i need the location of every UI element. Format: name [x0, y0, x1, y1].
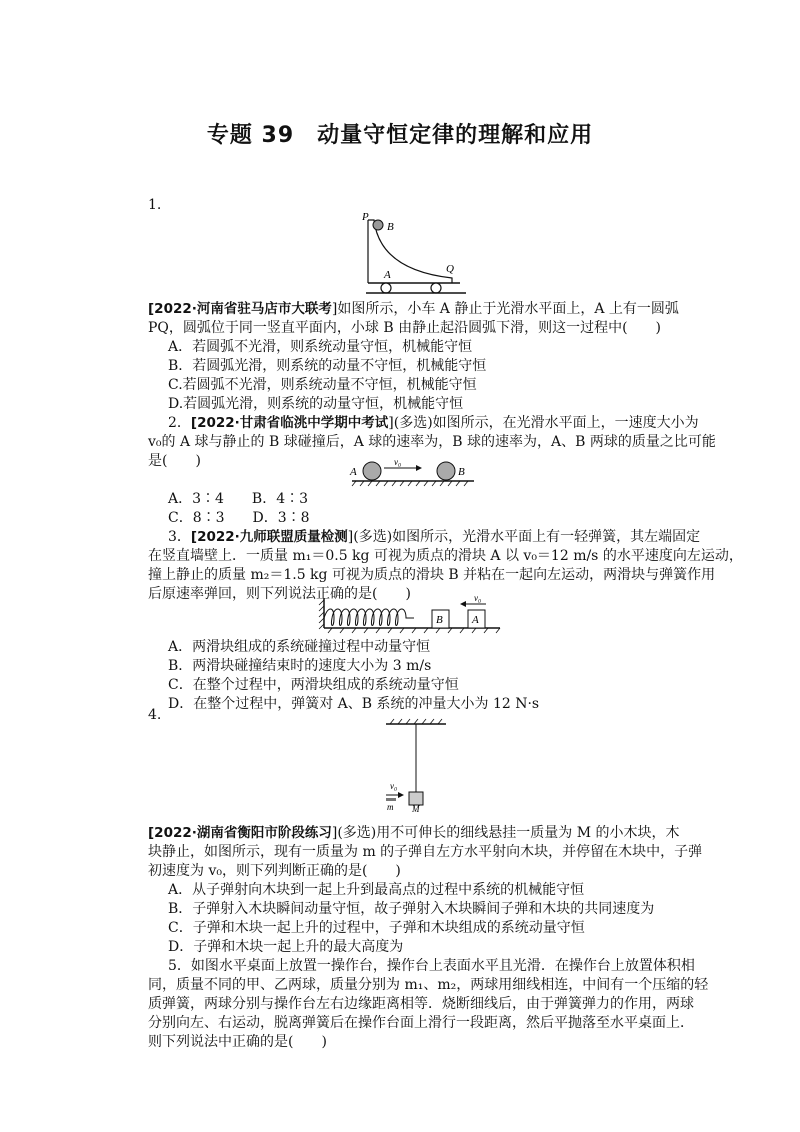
q3-number: 3． [168, 529, 191, 545]
q1-option-d: D.若圆弧光滑，则系统的动量守恒，机械能守恒 [168, 396, 464, 412]
q2-figure-balls [348, 456, 478, 490]
q3-source: [2022·九师联盟质量检测 [190, 529, 348, 545]
q2-stem-line2: v₀的 A 球与静止的 B 球碰撞后，A 球的速率为，B 球的速率为，A、B 两球的质量之比可能 [148, 434, 716, 450]
q4-option-c: C．子弹和木块一起上升的过程中，子弹和木块组成的系统动量守恒 [168, 920, 585, 936]
q1-stem-line2: PQ，圆弧位于同一竖直平面内，小球 B 由静止起沿圆弧下滑，则这一过程中( ) [148, 320, 662, 336]
q4-fig-label-m: m [387, 802, 394, 812]
q4-stem-line2: 块静止，如图所示，现有一质量为 m 的子弹自左方水平射向木块，并停留在木块中，子弹 [148, 844, 703, 860]
q1-option-b: B．若圆弧光滑，则系统的动量不守恒，机械能守恒 [168, 358, 487, 374]
q4-figure-pendulum-block [372, 716, 456, 812]
q4-stem-text1: ](多选)用不可伸长的细线悬挂一质量为 M 的小木块，木 [331, 825, 680, 841]
q3-option-d: D．在整个过程中，弹簧对 A、B 系统的冲量大小为 12 N·s [168, 696, 540, 712]
q4-option-a: A．从子弹射向木块到一起上升到最高点的过程中系统的机械能守恒 [168, 882, 585, 898]
q4-source: [2022·湖南省衡阳市阶段练习 [148, 825, 332, 841]
q5-stem-line2: 同，质量不同的甲、乙两球，质量分别为 m₁、m₂，两球用细线相连，中间有一个压缩的轻 [148, 977, 709, 993]
q4-stem-line3: 初速度为 v₀，则下列判断正确的是( ) [148, 863, 401, 879]
page-title: 专题 39 动量守恒定律的理解和应用 [206, 123, 594, 148]
q1-fig-label-a: A [384, 269, 391, 281]
q4-option-b: B．子弹射入木块瞬间动量守恒，故子弹射入木块瞬间子弹和木块的共同速度为 [168, 901, 655, 917]
q2-fig-label-v0: v₀ [394, 457, 402, 467]
q2-options-cd: C．8∶3 D．3∶8 [168, 510, 310, 526]
q2-number: 2． [168, 415, 191, 431]
q3-stem-line2: 在竖直墙壁上．一质量 m₁＝0.5 kg 可视为质点的滑块 A 以 v₀＝12 m/s 的水平速度向左运动， [148, 548, 743, 564]
q5-stem-line5: 则下列说法中正确的是( ) [148, 1034, 327, 1050]
q2-stem-line3: 是( ) [148, 453, 201, 469]
q5-stem-line3: 质弹簧，两球分别与操作台左右边缘距离相等．烧断细线后，由于弹簧弹力的作用，两球 [148, 996, 694, 1012]
q4-fig-label-v0: v₀ [390, 781, 398, 791]
q1-source: [2022·河南省驻马店市大联考 [148, 301, 332, 317]
q5-stem-line1: 5．如图水平桌面上放置一操作台，操作台上表面水平且光滑．在操作台上放置体积相 [168, 958, 695, 974]
q3-option-a: A．两滑块组成的系统碰撞过程中动量守恒 [168, 639, 431, 655]
q4-number: 4. [148, 707, 162, 723]
q3-option-c: C．在整个过程中，两滑块组成的系统动量守恒 [168, 677, 459, 693]
q3-fig-label-v0: v₀ [474, 594, 482, 603]
q3-stem-text1: ](多选)如图所示，光滑水平面上有一轻弹簧，其左端固定 [347, 529, 701, 545]
q2-options-ab: A．3∶4 B．4∶3 [168, 491, 309, 507]
q1-figure-cart-arc [362, 208, 472, 294]
q1-option-c: C.若圆弧不光滑，则系统动量不守恒，机械能守恒 [168, 377, 477, 393]
q3-stem-line4: 后原速率弹回，则下列说法正确的是( ) [148, 586, 411, 602]
q2-fig-label-b: B [458, 466, 465, 478]
q1-stem-text1: ]如图所示，小车 A 静止于光滑水平面上，A 上有一圆弧 [331, 301, 679, 317]
q4-fig-label-mass: M [412, 804, 420, 812]
q1-option-a: A．若圆弧不光滑，则系统动量守恒，机械能守恒 [168, 339, 473, 355]
q1-number: 1. [148, 197, 162, 213]
q1-stem-line1 [148, 300, 679, 319]
q1-fig-label-q: Q [446, 263, 454, 275]
q2-stem-text1: ](多选)如图所示，在光滑水平面上，一速度大小为 [388, 415, 699, 431]
q3-option-b: B．两滑块碰撞结束时的速度大小为 3 m/s [168, 658, 432, 674]
q3-stem-line3: 撞上静止的质量 m₂＝1.5 kg 可视为质点的滑块 B 并粘在一起向左运动，两滑块与弹簧作用 [148, 567, 716, 583]
q5-stem-line4: 分别向左、右运动，脱离弹簧后在操作台面上滑行一段距离，然后平抛落至水平桌面上． [148, 1015, 694, 1031]
q4-stem-line1 [148, 824, 680, 843]
q1-fig-label-b: B [387, 221, 394, 233]
q3-fig-label-a: A [472, 614, 479, 626]
q4-option-d: D．子弹和木块一起上升的最大高度为 [168, 939, 404, 955]
q2-fig-label-a: A [350, 466, 357, 478]
q3-fig-label-b: B [436, 614, 443, 626]
q3-figure-spring-blocks [316, 594, 502, 636]
q3-stem-line1 [168, 528, 700, 547]
q2-stem-line1 [168, 414, 699, 433]
q2-source: [2022·甘肃省临洮中学期中考试 [190, 415, 389, 431]
q1-fig-label-p: P [362, 211, 369, 223]
